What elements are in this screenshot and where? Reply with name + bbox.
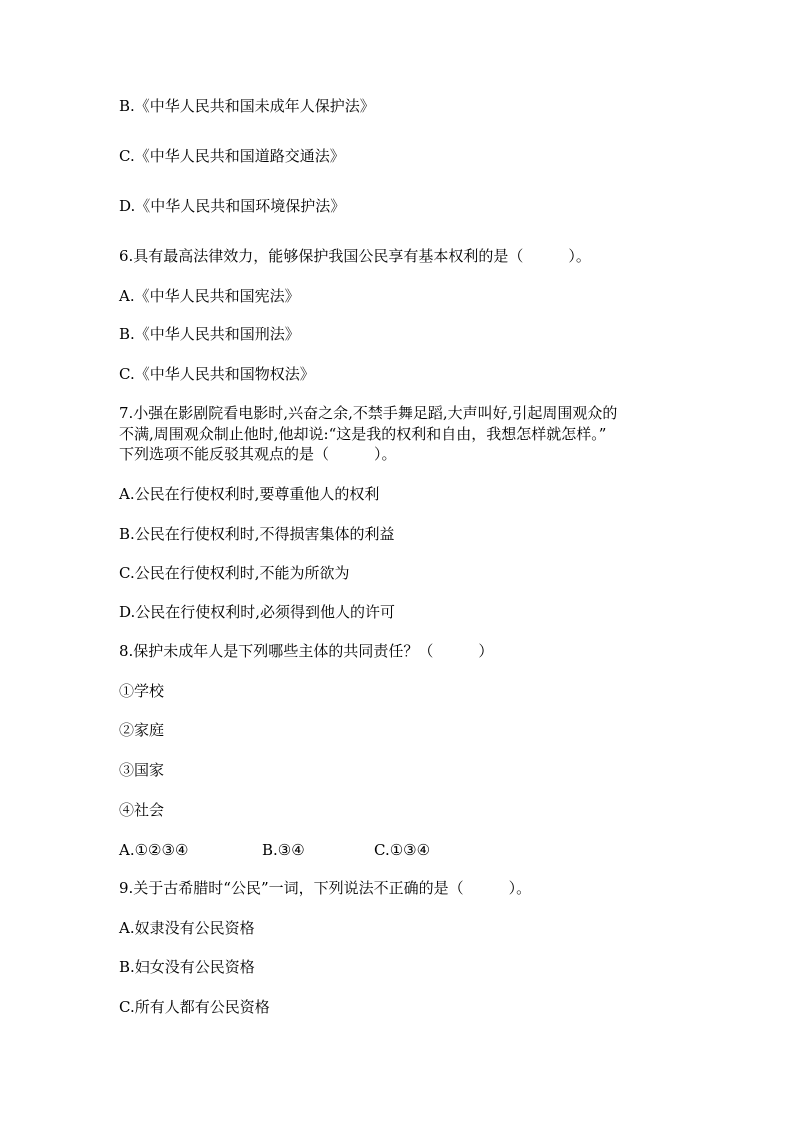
q8-item-3: ③国家 (119, 761, 165, 779)
q7-stem-line1: 7.小强在影剧院看电影时,兴奋之余,不禁手舞足蹈,大声叫好,引起周围观众的 (119, 404, 618, 422)
q8-item-2: ②家庭 (119, 721, 165, 739)
q9-option-a: A.奴隶没有公民资格 (119, 919, 255, 937)
q8-item-1: ①学校 (119, 682, 165, 700)
q8-item-4: ④社会 (119, 801, 165, 819)
q7-option-d: D.公民在行使权利时,必须得到他人的许可 (119, 603, 396, 621)
q7-option-b: B.公民在行使权利时,不得损害集体的利益 (119, 525, 395, 543)
q7-option-c: C.公民在行使权利时,不能为所欲为 (119, 564, 350, 582)
q7-stem-line3: 下列选项不能反驳其观点的是（ ）。 (119, 445, 397, 463)
q6-option-b: B.《中华人民共和国刑法》 (119, 325, 300, 343)
q6-stem: 6.具有最高法律效力，能够保护我国公民享有基本权利的是（ ）。 (119, 247, 591, 265)
q8-stem: 8.保护未成年人是下列哪些主体的共同责任？（ ） (119, 642, 494, 660)
q5-option-b: B.《中华人民共和国未成年人保护法》 (119, 97, 375, 115)
q9-option-c: C.所有人都有公民资格 (119, 998, 270, 1016)
q5-option-d: D.《中华人民共和国环境保护法》 (119, 197, 346, 215)
q5-option-c: C.《中华人民共和国道路交通法》 (119, 147, 345, 165)
q6-option-a: A.《中华人民共和国宪法》 (119, 287, 300, 305)
q9-stem: 9.关于古希腊时“公民”一词，下列说法不正确的是（ ）。 (119, 879, 532, 897)
q7-option-a: A.公民在行使权利时,要尊重他人的权利 (119, 485, 380, 503)
q8-option-a: A.①②③④ (119, 841, 189, 859)
q8-option-b: B.③④ (262, 841, 305, 859)
q6-option-c: C.《中华人民共和国物权法》 (119, 365, 315, 383)
q9-option-b: B.妇女没有公民资格 (119, 958, 255, 976)
q8-option-c: C.①③④ (374, 841, 431, 859)
q7-stem-line2: 不满,周围观众制止他时,他却说:“这是我的权利和自由，我想怎样就怎样。” (119, 425, 607, 443)
